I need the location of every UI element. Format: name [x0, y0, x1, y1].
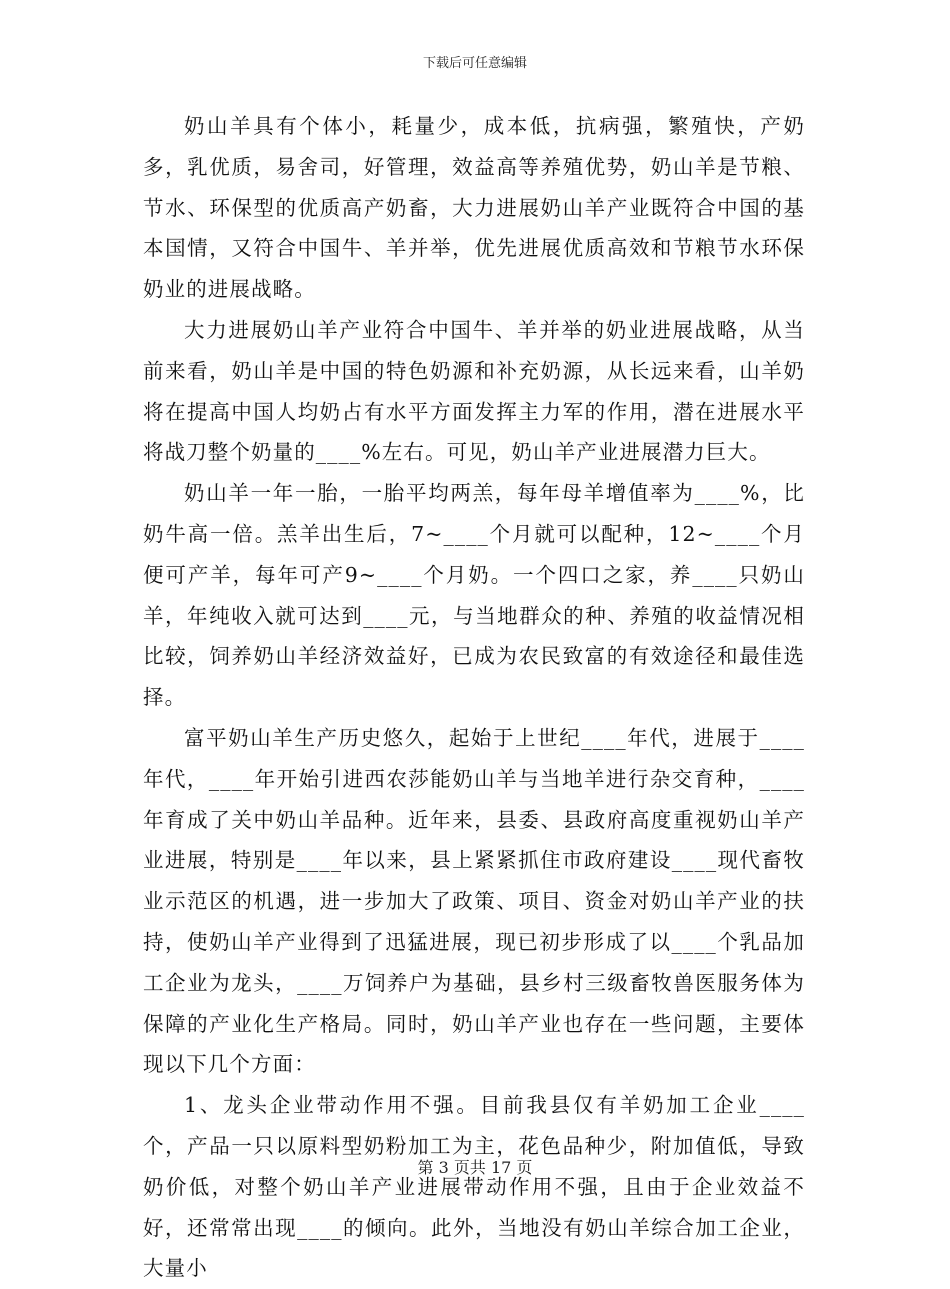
- paragraph-1: 奶山羊具有个体小，耗量少，成本低，抗病强，繁殖快，产奶多，乳优质，易舍司，好管理，效益高等养殖优势，奶山羊是节粮、节水、环保型的优质高产奶畜，大力进展奶山羊产业既符合中国的基本国情，又符合中国牛、羊并举，优先进展优质高效和节粮节水环保奶业的进展战略。: [143, 114, 805, 302]
- page-number-footer: 第 3 页共 17 页: [417, 1158, 533, 1177]
- paragraph-4: 富平奶山羊生产历史悠久，起始于上世纪____年代，进展于____年代，____年开始引进西农莎能奶山羊与当地羊进行杂交育种，____年育成了关中奶山羊品种。近年来，县委、县政府高度重视奶山羊产业进展，特别是____年以来，县上紧紧抓住市政府建设____现代畜牧业示范区的机遇，进一步加大了政策、项目、资金对奶山羊产业的扶持，使奶山羊产业得到了迅猛进展，现已初步形成了以____个乳品加工企业为龙头，____万饲养户为基础，县乡村三级畜牧兽医服务体为保障的产业化生产格局。同时，奶山羊产业也存在一些问题，主要体现以下几个方面：: [143, 725, 805, 1077]
- paragraph-5-numbered: 1、龙头企业带动作用不强。目前我县仅有羊奶加工企业____个，产品一只以原料型奶粉加工为主，花色品种少，附加值低，导致奶价低，对整个奶山羊产业进展带动作用不强，且由于企业效益不好，还常常出现____的倾向。此外，当地没有奶山羊综合加工企业，大量小: [143, 1093, 805, 1281]
- page-header-note: 下载后可任意编辑: [422, 56, 527, 71]
- paragraph-2: 大力进展奶山羊产业符合中国牛、羊并举的奶业进展战略，从当前来看，奶山羊是中国的特色奶源和补充奶源，从长远来看，山羊奶将在提高中国人均奶占有水平方面发挥主力军的作用，潜在进展水平将战刀整个奶量的____%左右。可见，奶山羊产业进展潜力巨大。: [143, 317, 805, 465]
- paragraph-3: 奶山羊一年一胎，一胎平均两羔，每年母羊增值率为____%，比奶牛高一倍。羔羊出生后，7~____个月就可以配种，12~____个月便可产羊，每年可产9~____个月奶。一个四口之家，养____只奶山羊，年纯收入就可达到____元，与当地群众的种、养殖的收益情况相比较，饲养奶山羊经济效益好，已成为农民致富的有效途径和最佳选择。: [143, 481, 805, 710]
- document-body: [143, 106, 805, 1289]
